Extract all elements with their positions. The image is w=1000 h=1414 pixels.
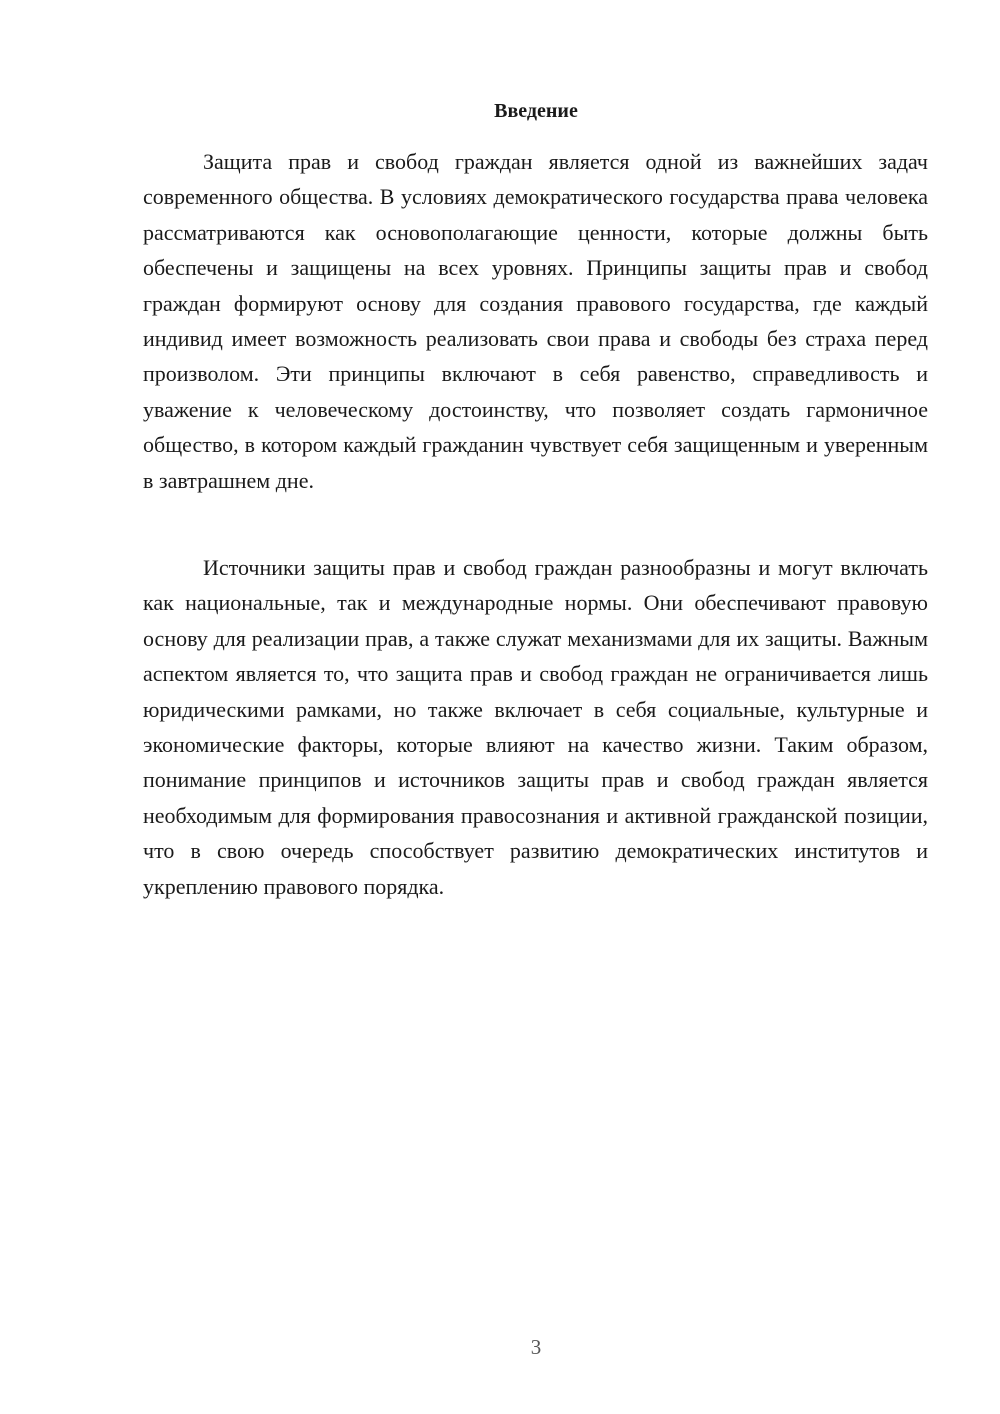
page-title: Введение bbox=[494, 100, 578, 122]
page-number: 3 bbox=[530, 1335, 542, 1359]
paragraph-sources: Источники защиты прав и свобод граждан разнообразны и могут включать как национальные, так и международные нормы. Они обеспечивают правовую основу для реализации прав, а также служат механизмами для их защиты. Важным аспектом является то, что защита прав и свобод граждан не ограничивается лишь юридическими рамками, но также включает в себя социальные, культурные и экономические факторы, которые влияют на качество жизни. Таким образом, понимание принципов и источников защиты прав и свобод граждан является необходимым для формирования правосознания и активной гражданской позиции, что в свою очередь способствует развитию демократических институтов и укреплению правового порядка. bbox=[143, 555, 928, 899]
paragraph-intro: Защита прав и свобод граждан является одной из важнейших задач современного общества. В условиях демократического государства права человека рассматриваются как основополагающие ценности, которые должны быть обеспечены и защищены на всех уровнях. Принципы защиты прав и свобод граждан формируют основу для создания правового государства, где каждый индивид имеет возможность реализовать свои права и свободы без страха перед произволом. Эти принципы включают в себя равенство, справедливость и уважение к человеческому достоинству, что позволяет создать гармоничное общество, в котором каждый гражданин чувствует себя защищенным и уверенным в завтрашнем дне. bbox=[143, 149, 928, 493]
